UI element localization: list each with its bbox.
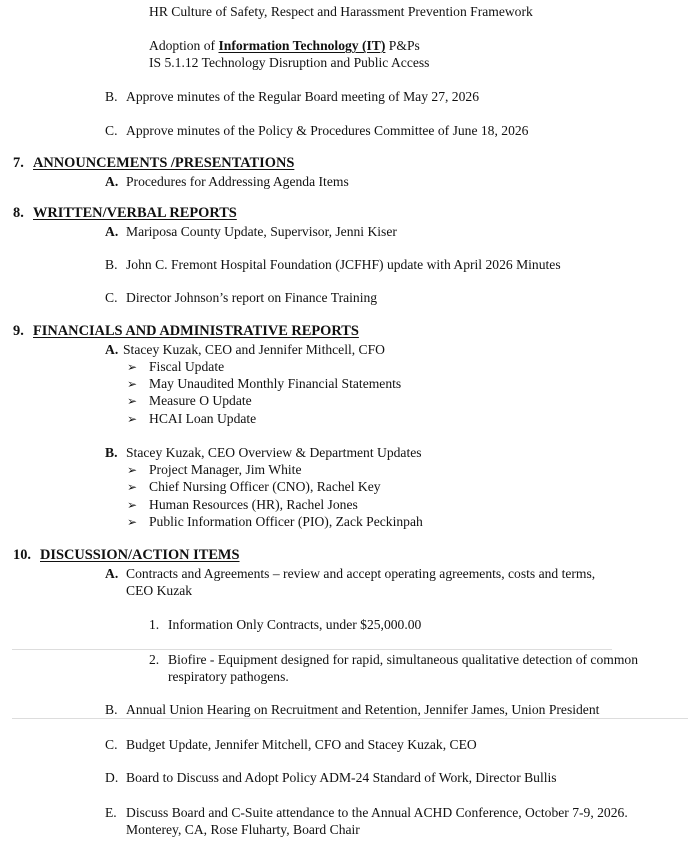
item-c-letter: C. [105,123,118,138]
section-10-d-letter: D. [105,770,119,785]
section-8-a-letter: A. [105,224,119,239]
bullet-text: Project Manager, Jim White [149,462,302,477]
foundation-update: John C. Fremont Hospital Foundation (JCFHF) update with April 2026 Minutes [126,257,561,272]
arrow-bullet-icon: ➢ [127,360,138,374]
ceo-cfo-report: Stacey Kuzak, CEO and Jennifer Mithcell, CFO [123,342,385,357]
arrow-bullet-icon: ➢ [127,480,138,494]
section-8-c-letter: C. [105,290,118,305]
bullet-text: Human Resources (HR), Rachel Jones [149,497,358,512]
divider [12,649,612,650]
item-b-letter: B. [105,89,118,104]
arrow-bullet-icon: ➢ [127,394,138,408]
section-10-title: DISCUSSION/ACTION ITEMS [40,547,240,563]
section-10-a-letter: A. [105,566,119,581]
divider [12,718,688,719]
bullet-item [127,478,381,496]
section-8-title: WRITTEN/VERBAL REPORTS [33,205,237,221]
section-9-title: FINANCIALS AND ADMINISTRATIVE REPORTS [33,323,359,339]
section-9-a-letter: A. [105,342,119,357]
is-policy-line: IS 5.1.12 Technology Disruption and Public Access [149,55,430,70]
approve-may-minutes: Approve minutes of the Regular Board meeting of May 27, 2026 [126,89,479,104]
bullet-item [127,461,301,479]
bullet-item [127,513,423,531]
contracts-agreements-line-2: CEO Kuzak [126,583,193,598]
section-10-c-letter: C. [105,737,118,752]
finance-training-report: Director Johnson’s report on Finance Training [126,290,378,305]
section-7-a-letter: A. [105,174,119,189]
bullet-item [127,375,401,393]
biofire-line-2: respiratory pathogens. [168,669,289,684]
section-10-number: 10. [13,547,31,563]
bullet-item [127,410,256,428]
section-9-number: 9. [13,323,24,339]
union-hearing: Annual Union Hearing on Recruitment and Retention, Jennifer James, Union President [126,702,600,717]
budget-update: Budget Update, Jennifer Mitchell, CFO and Stacey Kuzak, CEO [126,737,477,752]
adopt-policy-adm-24: Board to Discuss and Adopt Policy ADM-24 Standard of Work, Director Bullis [126,770,557,785]
section-7-title: ANNOUNCEMENTS /PRESENTATIONS [33,155,295,171]
arrow-bullet-icon: ➢ [127,498,138,512]
adoption-prefix: Adoption of [149,38,219,53]
achd-conference-line-1: Discuss Board and C-Suite attendance to the Annual ACHD Conference, October 7-9, 2026. [126,805,628,820]
bullet-text: May Unaudited Monthly Financial Statements [149,376,402,391]
information-only-contracts: Information Only Contracts, under $25,000.00 [168,617,422,632]
bullet-text: Measure O Update [149,393,252,408]
bullet-item [127,358,224,376]
bullet-text: Fiscal Update [149,359,225,374]
ceo-overview: Stacey Kuzak, CEO Overview & Department Updates [126,445,422,460]
arrow-bullet-icon: ➢ [127,515,138,529]
section-10-e-letter: E. [105,805,117,820]
contracts-agreements-line-1: Contracts and Agreements – review and accept operating agreements, costs and terms, [126,566,596,581]
section-10-b-letter: B. [105,702,118,717]
section-8-b-letter: B. [105,257,118,272]
bullet-text: HCAI Loan Update [149,411,257,426]
arrow-bullet-icon: ➢ [127,412,138,426]
arrow-bullet-icon: ➢ [127,463,138,477]
adoption-line [149,37,420,54]
bullet-text: Chief Nursing Officer (CNO), Rachel Key [149,479,381,494]
section-8-number: 8. [13,205,24,221]
information-technology-link[interactable]: Information Technology (IT) [218,38,386,53]
section-9-b-letter: B. [105,445,118,460]
arrow-bullet-icon: ➢ [127,377,138,391]
section-7-number: 7. [13,155,24,171]
approve-june-minutes: Approve minutes of the Policy & Procedures Committee of June 18, 2026 [126,123,529,138]
adoption-suffix: P&Ps [385,38,420,53]
bullet-text: Public Information Officer (PIO), Zack Peckinpah [149,514,423,529]
subitem-2-number: 2. [149,652,160,667]
procedures-agenda-item: Procedures for Addressing Agenda Items [126,174,349,189]
bullet-item [127,496,358,514]
bullet-item [127,392,252,410]
biofire-line-1: Biofire - Equipment designed for rapid, simultaneous qualitative detection of common [168,652,638,667]
achd-conference-line-2: Monterey, CA, Rose Fluharty, Board Chair [126,822,360,837]
mariposa-county-update: Mariposa County Update, Supervisor, Jenni Kiser [126,224,397,239]
hr-framework-line: HR Culture of Safety, Respect and Harassment Prevention Framework [149,4,533,19]
subitem-1-number: 1. [149,617,160,632]
